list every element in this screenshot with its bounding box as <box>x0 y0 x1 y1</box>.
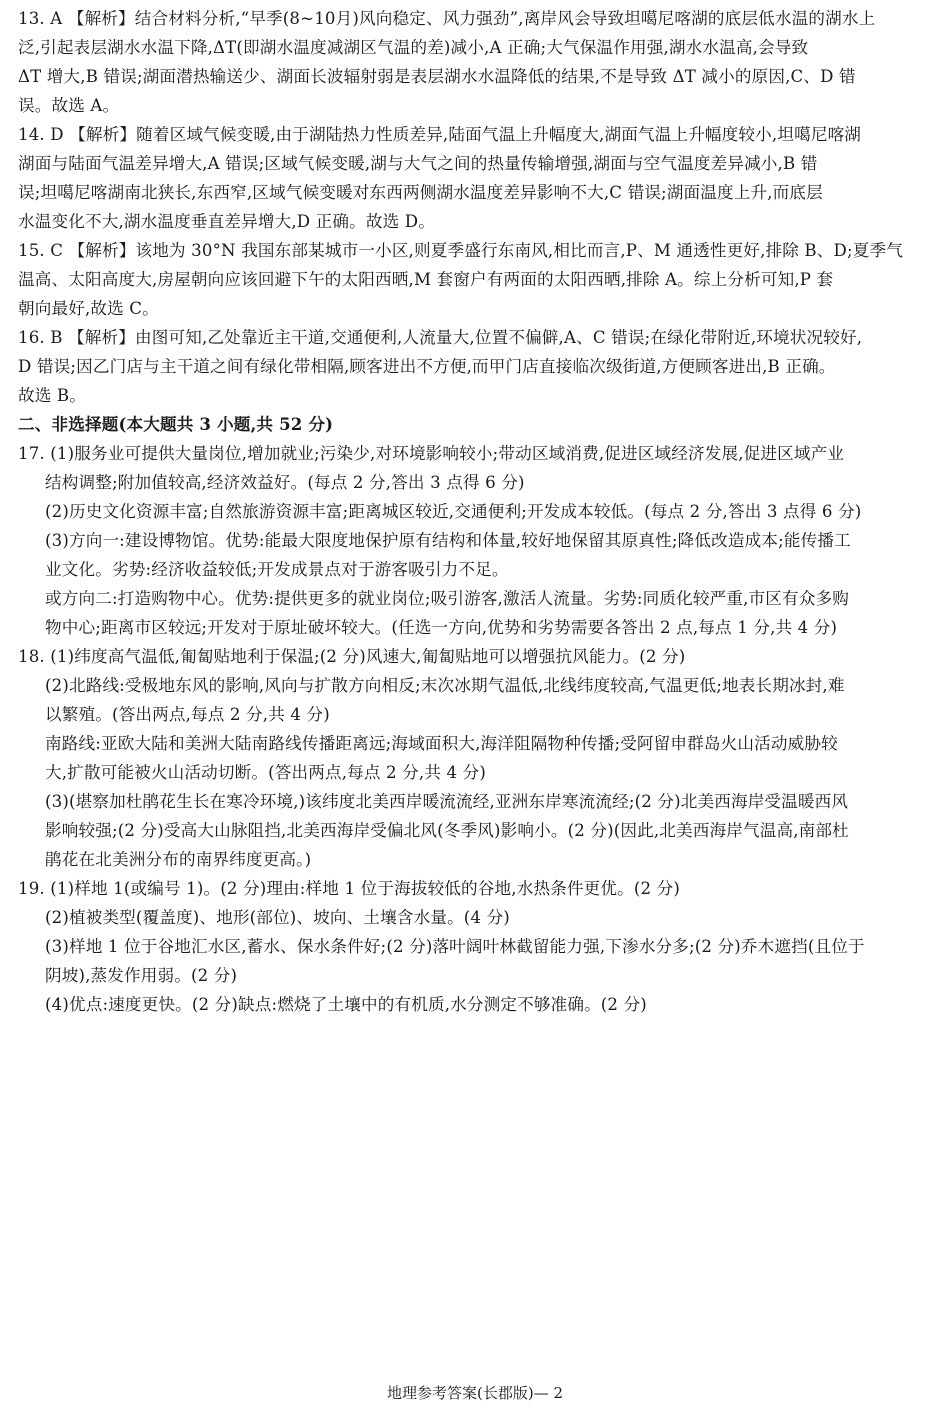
text-line: 物中心;距离市区较远;开发对于原址破坏较大。(任选一方向,优势和劣势需要各答出 2 点,每点 1 分,共 4 分) <box>45 618 838 637</box>
text-line: (4)优点:速度更快。(2 分)缺点:燃烧了土壤中的有机质,水分测定不够准确。(2 分) <box>45 995 647 1014</box>
text-line: 14. D 【解析】随着区域气候变暖,由于湖陆热力性质差异,陆面气温上升幅度大,湖面气温上升幅度较小,坦噶尼喀湖 <box>18 125 862 144</box>
text-line: (2)北路线:受极地东风的影响,风向与扩散方向相反;末次冰期气温低,北线纬度较高,气温更低;地表长期冰封,难 <box>45 676 845 695</box>
text-line: 影响较强;(2 分)受高大山脉阻挡,北美西海岸受偏北风(冬季风)影响小。(2 分)(因此,北美西海岸气温高,南部杜 <box>45 821 849 840</box>
text-line: (3)(堪察加杜鹃花生长在寒冷环境,)该纬度北美西岸暖流流经,亚洲东岸寒流流经;(2 分)北美西海岸受温暖西风 <box>45 792 849 811</box>
text-line: (3)方向一:建设博物馆。优势:能最大限度地保护原有结构和体量,较好地保留其原真性;降低改造成本;能传播工 <box>45 531 851 550</box>
section-heading: 二、非选择题(本大题共 3 小题,共 52 分) <box>18 414 334 434</box>
text-line: 或方向二:打造购物中心。优势:提供更多的就业岗位;吸引游客,激活人流量。劣势:同质化较严重,市区有众多购 <box>45 589 850 608</box>
text-line: 17. (1)服务业可提供大量岗位,增加就业;污染少,对环境影响较小;带动区域消费,促进区域经济发展,促进区域产业 <box>18 444 845 463</box>
text-line: 13. A 【解析】结合材料分析,“早季(8~10月)风向稳定、风力强劲”,离岸风会导致坦噶尼喀湖的底层低水温的湖水上 <box>18 9 876 28</box>
text-line: 误。故选 A。 <box>18 96 120 115</box>
text-line: ΔT 增大,B 错误;湖面潜热输送少、湖面长波辐射弱是表层湖水水温降低的结果,不是导致 ΔT 减小的原因,C、D 错 <box>18 67 856 86</box>
text-line: 业文化。劣势:经济收益较低;开发成景点对于游客吸引力不足。 <box>45 560 509 579</box>
text-line: D 错误;因乙门店与主干道之间有绿化带相隔,顾客进出不方便,而甲门店直接临次级街道,方便顾客进出,B 正确。 <box>18 357 836 376</box>
text-line: 水温变化不大,湖水温度垂直差异增大,D 正确。故选 D。 <box>18 212 435 231</box>
page-footer: 地理参考答案(长郡版)— 2 <box>386 1384 564 1402</box>
text-line: 故选 B。 <box>18 386 86 405</box>
text-line: 泛,引起表层湖水水温下降,ΔT(即湖水温度减湖区气温的差)减小,A 正确;大气保温作用强,湖水水温高,会导致 <box>18 38 809 57</box>
text-line: 15. C 【解析】该地为 30°N 我国东部某城市一小区,则夏季盛行东南风,相比而言,P、M 通透性更好,排除 B、D;夏季气 <box>18 241 903 260</box>
text-line: 19. (1)样地 1(或编号 1)。(2 分)理由:样地 1 位于海拔较低的谷地,水热条件更优。(2 分) <box>18 879 681 898</box>
text-line: 16. B 【解析】由图可知,乙处靠近主干道,交通便利,人流量大,位置不偏僻,A、C 错误;在绿化带附近,环境状况较好, <box>18 328 863 347</box>
answer-text-body <box>18 4 936 1019</box>
text-line: 南路线:亚欧大陆和美洲大陆南路线传播距离远;海域面积大,海洋阻隔物种传播;受阿留申群岛火山活动威胁较 <box>45 734 838 753</box>
text-line: 结构调整;附加值较高,经济效益好。(每点 2 分,答出 3 点得 6 分) <box>45 473 525 492</box>
text-line: 大,扩散可能被火山活动切断。(答出两点,每点 2 分,共 4 分) <box>45 763 486 782</box>
text-line: 18. (1)纬度高气温低,匍匐贴地利于保温;(2 分)风速大,匍匐贴地可以增强抗风能力。(2 分) <box>18 647 686 666</box>
text-line: 以繁殖。(答出两点,每点 2 分,共 4 分) <box>45 705 330 724</box>
text-line: 温高、太阳高度大,房屋朝向应该回避下午的太阳西晒,M 套窗户有两面的太阳西晒,排除 A。综上分析可知,P 套 <box>18 270 834 289</box>
text-line: (2)历史文化资源丰富;自然旅游资源丰富;距离城区较近,交通便利;开发成本较低。(每点 2 分,答出 3 点得 6 分) <box>45 502 862 521</box>
text-line: (2)植被类型(覆盖度)、地形(部位)、坡向、土壤含水量。(4 分) <box>45 908 510 927</box>
text-line: 阴坡),蒸发作用弱。(2 分) <box>45 966 238 985</box>
text-line: (3)样地 1 位于谷地汇水区,蓄水、保水条件好;(2 分)落叶阔叶林截留能力强,下渗水分多;(2 分)乔木遮挡(且位于 <box>45 937 865 956</box>
text-line: 误;坦噶尼喀湖南北狭长,东西窄,区域气候变暖对东西两侧湖水温度差异影响不大,C 错误;湖面温度上升,而底层 <box>18 183 823 202</box>
text-line: 朝向最好,故选 C。 <box>18 299 159 318</box>
text-line: 鹃花在北美洲分布的南界纬度更高。) <box>45 850 312 869</box>
text-line: 湖面与陆面气温差异增大,A 错误;区域气候变暖,湖与大气之间的热量传输增强,湖面与空气温度差异减小,B 错 <box>18 154 818 173</box>
